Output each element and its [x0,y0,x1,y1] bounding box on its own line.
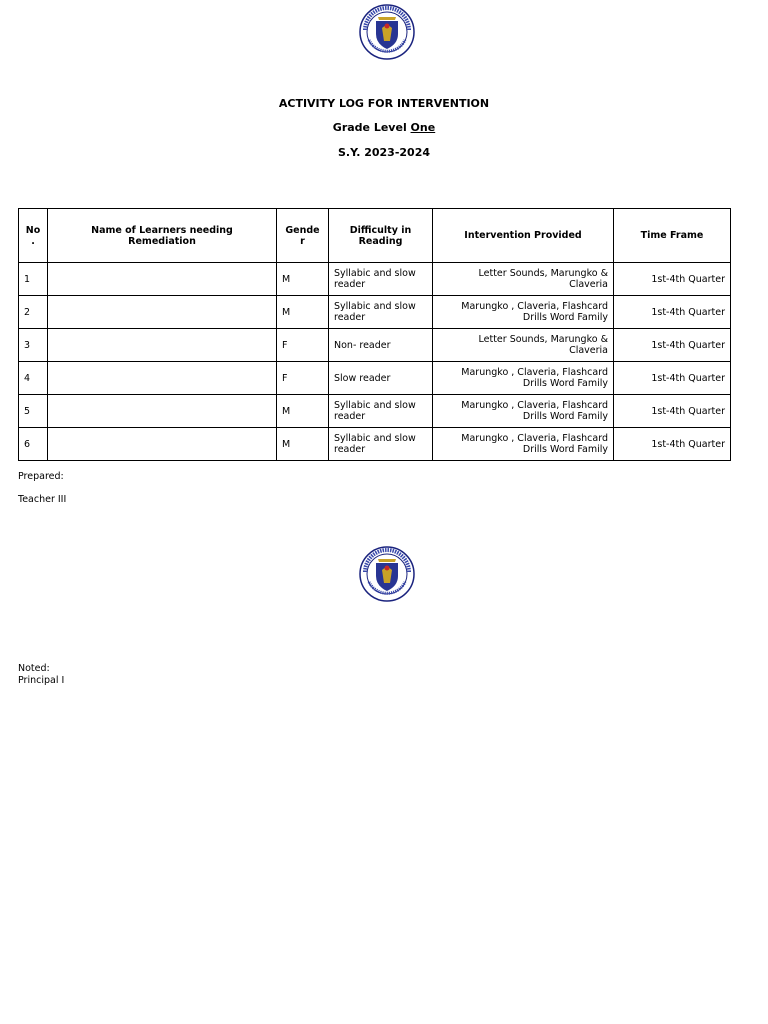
cell-time-frame: 1st-4th Quarter [614,296,731,329]
principal-title: Principal I [18,675,65,686]
document-title: ACTIVITY LOG FOR INTERVENTION [278,97,490,110]
cell-gender: F [277,362,329,395]
col-header-difficulty: Difficulty in Reading [329,209,433,263]
table-row [19,329,731,362]
cell-difficulty: Slow reader [329,362,433,395]
cell-no: 3 [19,329,48,362]
table-row [19,263,731,296]
cell-difficulty: Syllabic and slow reader [329,296,433,329]
cell-gender: M [277,395,329,428]
cell-no: 5 [19,395,48,428]
cell-gender: M [277,296,329,329]
table-header-row [19,209,731,263]
cell-no: 6 [19,428,48,461]
cell-name [48,395,277,428]
table-row [19,362,731,395]
cell-time-frame: 1st-4th Quarter [614,428,731,461]
col-header-gender: Gende r [277,209,329,263]
grade-level-value: One [410,121,436,134]
cell-time-frame: 1st-4th Quarter [614,395,731,428]
cell-name [48,362,277,395]
cell-name [48,296,277,329]
cell-difficulty: Syllabic and slow reader [329,428,433,461]
col-header-time-frame: Time Frame [614,209,731,263]
cell-intervention: Marungko , Claveria, Flashcard Drills Word Family [433,362,614,395]
col-header-no: No . [19,209,48,263]
cell-intervention: Marungko , Claveria, Flashcard Drills Word Family [433,395,614,428]
cell-intervention: Marungko , Claveria, Flashcard Drills Word Family [433,428,614,461]
cell-name [48,329,277,362]
cell-time-frame: 1st-4th Quarter [614,329,731,362]
cell-gender: M [277,428,329,461]
grade-level-label: Grade Level [332,121,411,134]
col-header-intervention: Intervention Provided [433,209,614,263]
table-row [19,395,731,428]
cell-time-frame: 1st-4th Quarter [614,263,731,296]
cell-difficulty: Non- reader [329,329,433,362]
cell-name [48,263,277,296]
cell-intervention: Letter Sounds, Marungko & Claveria [433,329,614,362]
deped-seal-top [359,4,415,60]
cell-difficulty: Syllabic and slow reader [329,395,433,428]
noted-label: Noted: [18,663,50,674]
cell-no: 4 [19,362,48,395]
table-row [19,428,731,461]
grade-level [0,121,768,134]
cell-intervention: Letter Sounds, Marungko & Claveria [433,263,614,296]
prepared-label: Prepared: [18,471,64,482]
cell-no: 2 [19,296,48,329]
school-year: S.Y. 2023-2024 [337,146,431,159]
cell-time-frame: 1st-4th Quarter [614,362,731,395]
cell-no: 1 [19,263,48,296]
cell-intervention: Marungko , Claveria, Flashcard Drills Word Family [433,296,614,329]
cell-gender: M [277,263,329,296]
deped-seal-bottom [359,546,415,602]
teacher-title: Teacher III [18,494,67,505]
cell-gender: F [277,329,329,362]
intervention-table [18,208,731,461]
cell-name [48,428,277,461]
cell-difficulty: Syllabic and slow reader [329,263,433,296]
table-row [19,296,731,329]
col-header-name: Name of Learners needing Remediation [48,209,277,263]
